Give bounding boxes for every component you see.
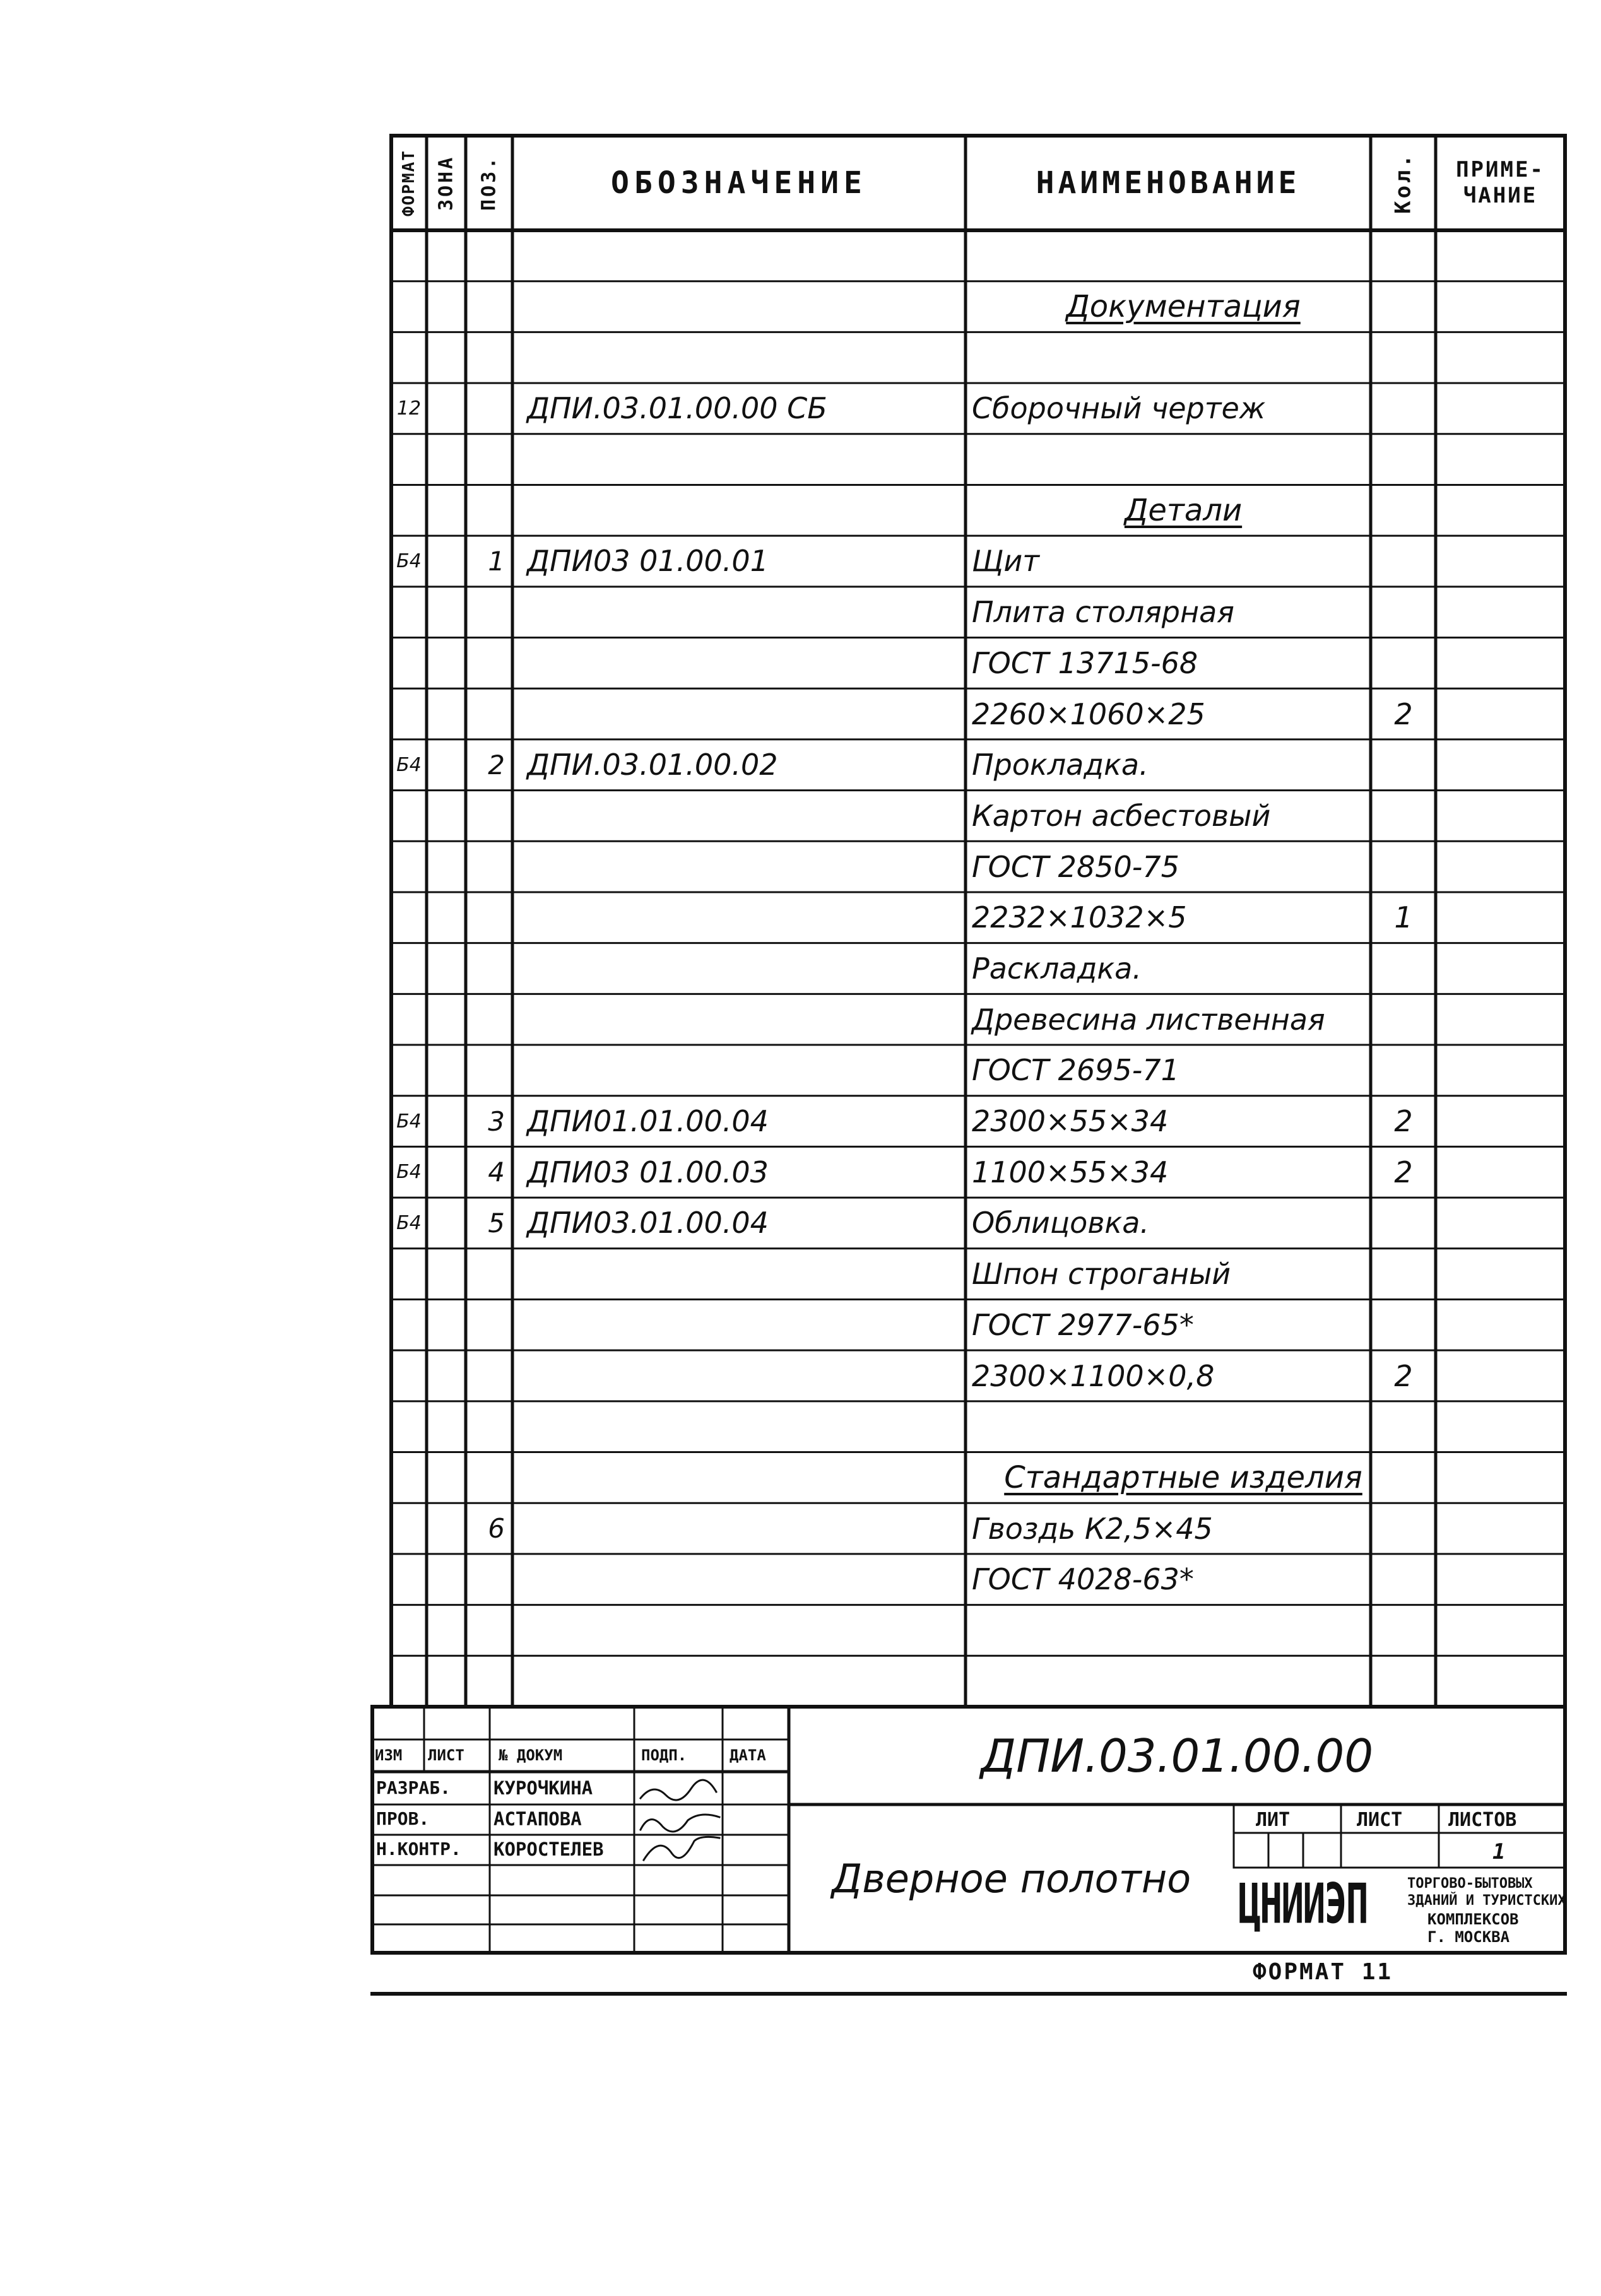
row-format (393, 283, 425, 331)
row-qty (1372, 537, 1435, 586)
tb-name-developer: КУРОЧКИНА (493, 1777, 593, 1799)
row-pos: 1 (488, 545, 505, 577)
row-designation: ДПИ01.01.00.04 (527, 1104, 769, 1139)
row-name: ГОСТ 13715-68 (972, 645, 1198, 680)
header-format: ФОРМАТ (399, 150, 418, 216)
tb-role-checker: ПРОВ. (376, 1808, 430, 1829)
tb-col-izm: ИЗМ (375, 1746, 403, 1764)
row-pos (467, 1250, 511, 1298)
row-name: 2260×1060×25 (972, 697, 1205, 731)
org-line-2: ЗДАНИЙ И ТУРИСТСКИХ (1407, 1893, 1566, 1909)
row-format: Б4 (396, 753, 422, 776)
row-designation (527, 1300, 962, 1349)
row-designation (527, 842, 962, 891)
row-pos: 3 (488, 1105, 505, 1137)
row-pos (467, 1351, 511, 1400)
row-qty (1372, 283, 1435, 331)
row-format (393, 1046, 425, 1095)
tb-lit-label: ЛИТ (1256, 1809, 1291, 1831)
signature-3 (644, 1837, 719, 1860)
row-pos (467, 639, 511, 688)
row-qty: 2 (1394, 697, 1413, 731)
row-format (393, 1351, 425, 1400)
row-name: ГОСТ 4028-63* (972, 1562, 1194, 1597)
header-note-line1: ПРИМЕ- (1456, 157, 1545, 183)
row-format (393, 1454, 425, 1502)
row-format (393, 945, 425, 993)
row-format (393, 1504, 425, 1553)
row-name: Раскладка. (972, 951, 1142, 986)
row-pos (467, 1046, 511, 1095)
row-qty (1372, 232, 1435, 280)
row-designation (527, 1046, 962, 1095)
row-format (393, 232, 425, 280)
row-pos (467, 1300, 511, 1349)
tb-sheets-value: 1 (1492, 1839, 1506, 1864)
row-format (393, 486, 425, 534)
row-name: ГОСТ 2850-75 (972, 849, 1179, 884)
format-label: ФОРМАТ 11 (1253, 1959, 1393, 1985)
row-format (393, 792, 425, 840)
row-name: 1100×55×34 (972, 1155, 1169, 1189)
row-designation: ДПИ03 01.00.03 (527, 1155, 769, 1189)
row-name (972, 333, 1369, 382)
row-name: ГОСТ 2977-65* (972, 1307, 1194, 1342)
row-qty: 2 (1394, 1104, 1413, 1139)
row-pos: 5 (488, 1207, 505, 1239)
row-designation (527, 486, 962, 534)
row-qty (1372, 639, 1435, 688)
row-qty (1372, 384, 1435, 433)
row-designation (527, 995, 962, 1044)
row-qty (1372, 1555, 1435, 1604)
tb-col-podp: ПОДП. (641, 1746, 687, 1764)
row-pos (467, 1555, 511, 1604)
row-pos (467, 232, 511, 280)
row-designation (527, 333, 962, 382)
tb-sheet-label: ЛИСТ (1357, 1809, 1403, 1831)
header-name: НАИМЕНОВАНИЕ (1036, 165, 1301, 201)
row-pos (467, 995, 511, 1044)
tb-doc-code: ДПИ.03.01.00.00 (980, 1729, 1374, 1782)
row-format (393, 639, 425, 688)
row-format (393, 1657, 425, 1705)
row-qty: 2 (1394, 1155, 1413, 1189)
row-designation: ДПИ.03.01.00.00 СБ (527, 391, 827, 426)
row-format (393, 1250, 425, 1298)
row-format: Б4 (396, 1110, 422, 1133)
row-designation (527, 690, 962, 738)
row-name: Облицовка. (972, 1206, 1150, 1240)
row-section-heading: Детали (1124, 492, 1243, 528)
row-format (393, 1606, 425, 1655)
row-name (972, 1606, 1369, 1655)
row-format (393, 333, 425, 382)
row-format (393, 1300, 425, 1349)
row-format (393, 435, 425, 484)
row-name: 2232×1032×5 (972, 900, 1187, 935)
row-section-heading: Стандартные изделия (1004, 1459, 1362, 1495)
row-designation (527, 1657, 962, 1705)
row-designation (527, 1555, 962, 1604)
row-name: 2300×1100×0,8 (972, 1358, 1215, 1393)
signature-2 (641, 1815, 719, 1832)
row-qty: 1 (1394, 900, 1413, 935)
row-pos (467, 333, 511, 382)
row-designation (527, 232, 962, 280)
row-designation (527, 945, 962, 993)
row-name: Шпон строганый (972, 1257, 1231, 1292)
row-name: ГОСТ 2695-71 (972, 1053, 1179, 1088)
row-qty (1372, 435, 1435, 484)
row-format (393, 842, 425, 891)
row-designation (527, 1454, 962, 1502)
row-qty (1372, 333, 1435, 382)
row-qty (1372, 741, 1435, 789)
row-qty (1372, 1504, 1435, 1553)
tb-doc-title: Дверное полотно (831, 1856, 1191, 1902)
row-qty (1372, 1199, 1435, 1247)
row-section-heading: Документация (1066, 289, 1301, 325)
org-line-3: КОМПЛЕКСОВ (1427, 1910, 1519, 1928)
row-pos: 6 (488, 1513, 505, 1545)
row-qty (1372, 1454, 1435, 1502)
row-designation (527, 588, 962, 637)
row-name: Прокладка. (972, 748, 1149, 782)
row-name: Картон асбестовый (972, 798, 1271, 833)
org-line-1: ТОРГОВО-БЫТОВЫХ (1407, 1876, 1533, 1892)
org-logo: ЦНИИЭП (1238, 1872, 1368, 1937)
row-pos (467, 435, 511, 484)
row-name (972, 232, 1369, 280)
row-designation: ДПИ03.01.00.04 (527, 1206, 769, 1240)
row-qty (1372, 588, 1435, 637)
row-format: Б4 (396, 550, 422, 572)
row-qty (1372, 1046, 1435, 1095)
tb-col-data: ДАТА (730, 1746, 766, 1764)
row-format: Б4 (396, 1211, 422, 1234)
row-format (393, 893, 425, 942)
tb-sheets-label: ЛИСТОВ (1448, 1809, 1517, 1831)
row-designation (527, 1403, 962, 1451)
row-format (393, 1555, 425, 1604)
tb-name-checker: АСТАПОВА (493, 1808, 582, 1830)
tb-col-list: ЛИСТ (428, 1746, 464, 1764)
row-pos (467, 588, 511, 637)
signature-1 (641, 1780, 716, 1800)
header-zone: ЗОНА (435, 155, 458, 211)
row-pos (467, 1606, 511, 1655)
row-pos (467, 486, 511, 534)
row-name (972, 435, 1369, 484)
row-name: Гвоздь К2,5×45 (972, 1511, 1213, 1546)
row-pos (467, 893, 511, 942)
row-qty (1372, 1300, 1435, 1349)
row-format (393, 1403, 425, 1451)
header-pos: ПОЗ. (478, 155, 500, 211)
row-name: Древесина лиственная (972, 1002, 1325, 1037)
row-pos (467, 792, 511, 840)
tb-role-norm-control: Н.КОНТР. (376, 1839, 461, 1859)
header-note-line2: ЧАНИЕ (1463, 183, 1538, 208)
org-line-4: Г. МОСКВА (1427, 1928, 1510, 1946)
row-name: Щит (972, 544, 1040, 579)
tb-role-developer: РАЗРАБ. (376, 1777, 451, 1798)
row-qty: 2 (1394, 1358, 1413, 1393)
row-qty (1372, 1657, 1435, 1705)
row-format (393, 995, 425, 1044)
row-pos (467, 1403, 511, 1451)
row-designation (527, 1351, 962, 1400)
row-designation (527, 893, 962, 942)
row-designation (527, 1250, 962, 1298)
row-pos (467, 384, 511, 433)
row-designation (527, 435, 962, 484)
row-name: Сборочный чертеж (972, 391, 1266, 426)
row-pos: 2 (488, 749, 505, 780)
row-designation: ДПИ.03.01.00.02 (527, 748, 778, 782)
row-qty (1372, 792, 1435, 840)
row-pos (467, 283, 511, 331)
header-qty: Кол. (1390, 152, 1416, 214)
row-format: 12 (396, 397, 422, 420)
row-designation (527, 792, 962, 840)
row-format (393, 690, 425, 738)
row-designation: ДПИ03 01.00.01 (527, 544, 769, 579)
tb-col-ndoc: № ДОКУМ (499, 1746, 563, 1764)
row-name (972, 1657, 1369, 1705)
row-designation (527, 283, 962, 331)
row-qty (1372, 486, 1435, 534)
row-format (393, 588, 425, 637)
header-designation: ОБОЗНАЧЕНИЕ (611, 165, 867, 201)
tb-name-norm-control: КОРОСТЕЛЕВ (493, 1839, 604, 1860)
row-name (972, 1403, 1369, 1451)
row-pos (467, 1454, 511, 1502)
row-pos (467, 842, 511, 891)
header-note (1436, 136, 1565, 230)
row-qty (1372, 1250, 1435, 1298)
row-qty (1372, 842, 1435, 891)
row-designation (527, 1606, 962, 1655)
row-pos: 4 (488, 1157, 505, 1188)
row-qty (1372, 945, 1435, 993)
row-qty (1372, 1403, 1435, 1451)
row-qty (1372, 1606, 1435, 1655)
row-format: Б4 (396, 1161, 422, 1184)
row-pos (467, 1657, 511, 1705)
row-pos (467, 690, 511, 738)
row-name: Плита столярная (972, 595, 1234, 630)
row-pos (467, 945, 511, 993)
row-designation (527, 639, 962, 688)
row-name: 2300×55×34 (972, 1104, 1169, 1139)
row-designation (527, 1504, 962, 1553)
row-qty (1372, 995, 1435, 1044)
